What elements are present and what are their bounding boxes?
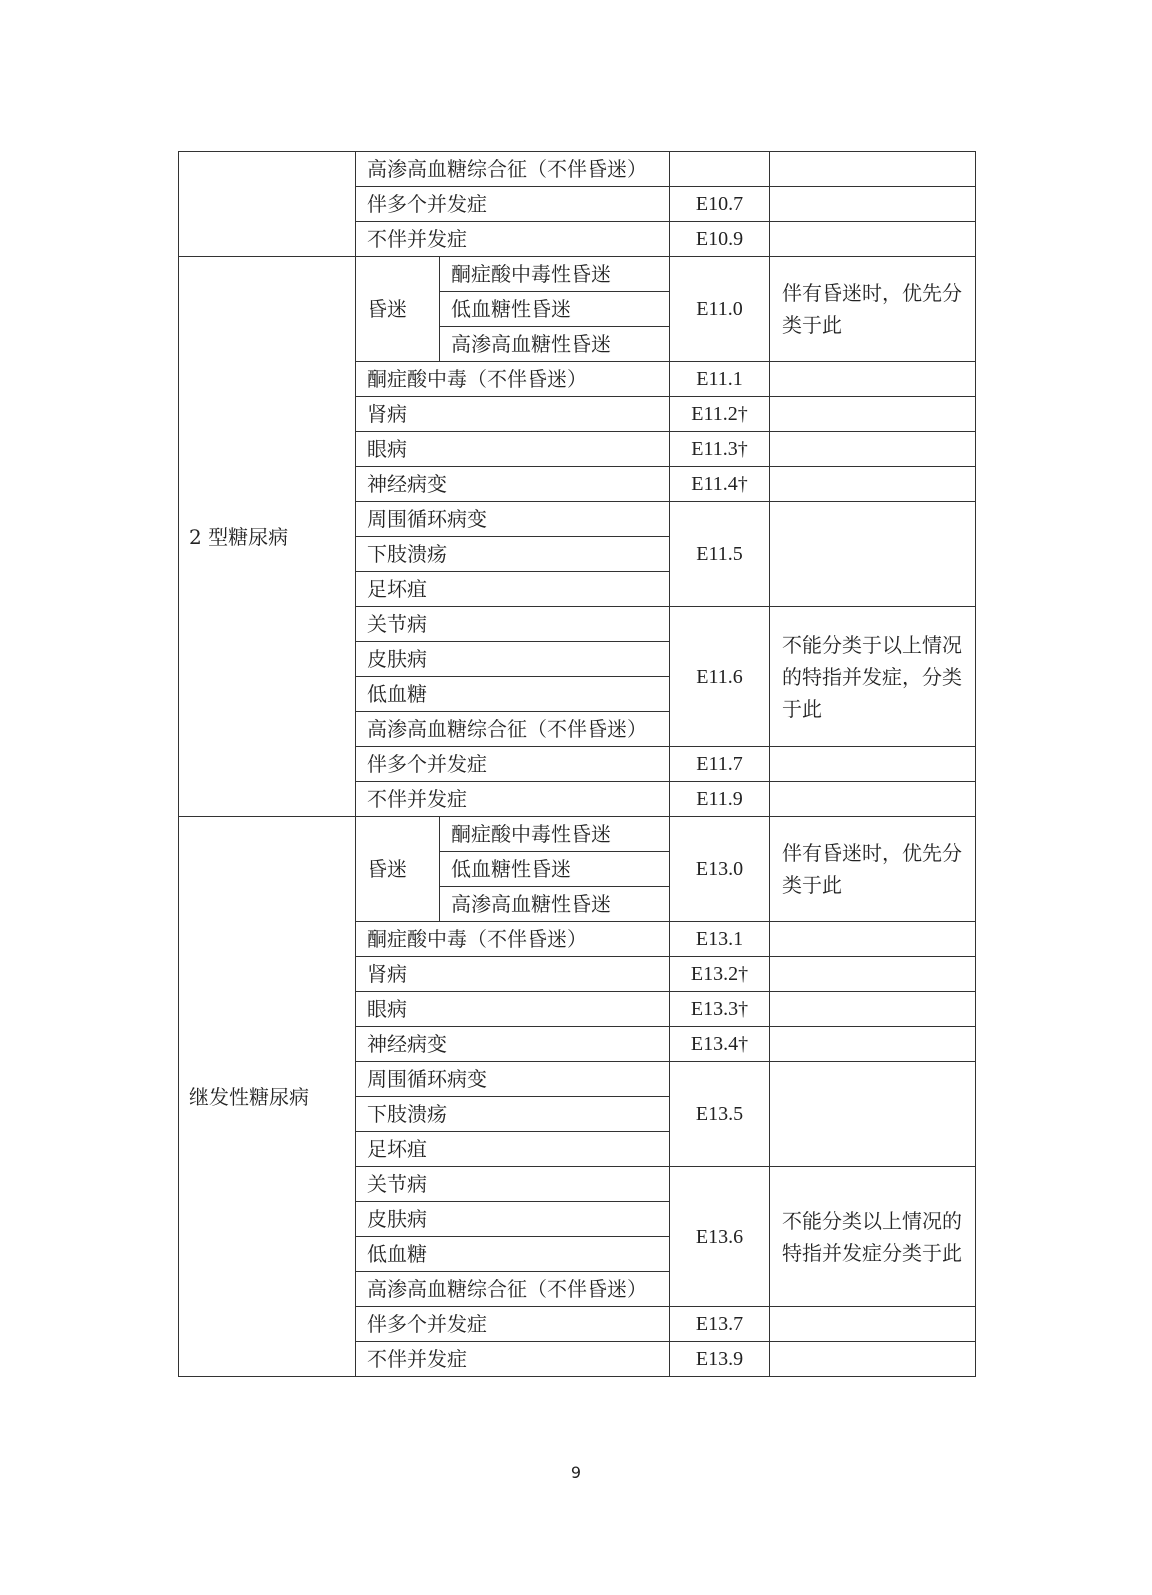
condition-cell: 皮肤病 [356,642,670,677]
code-cell: E11.1 [670,362,770,397]
note-cell [770,1027,976,1062]
code-cell: E10.9 [670,222,770,257]
condition-cell: 关节病 [356,1167,670,1202]
table-body [179,152,976,1377]
group-cell: 2 型糖尿病 [179,257,356,817]
note-cell: 不能分类于以上情况的特指并发症，分类于此 [770,607,976,747]
condition-cell: 眼病 [356,432,670,467]
condition-cell: 伴多个并发症 [356,747,670,782]
note-cell [770,992,976,1027]
group-cell: 继发性糖尿病 [179,817,356,1377]
note-cell: 不能分类以上情况的特指并发症分类于此 [770,1167,976,1307]
code-cell: E13.4† [670,1027,770,1062]
condition-cell: 低血糖 [356,1237,670,1272]
condition-cell: 高渗高血糖性昏迷 [440,327,670,362]
code-cell: E11.0 [670,257,770,362]
code-cell: E11.9 [670,782,770,817]
note-cell [770,1307,976,1342]
condition-cell: 肾病 [356,957,670,992]
note-cell [770,467,976,502]
note-cell [770,152,976,187]
classification-table [178,151,976,1377]
note-cell [770,397,976,432]
subgroup-cell: 昏迷 [356,257,440,362]
note-cell [770,362,976,397]
condition-cell: 酮症酸中毒性昏迷 [440,257,670,292]
note-cell [770,222,976,257]
code-cell: E11.6 [670,607,770,747]
condition-cell: 下肢溃疡 [356,1097,670,1132]
code-cell: E11.4† [670,467,770,502]
code-cell: E13.0 [670,817,770,922]
code-cell: E11.2† [670,397,770,432]
condition-cell: 下肢溃疡 [356,537,670,572]
subgroup-cell: 昏迷 [356,817,440,922]
note-cell [770,782,976,817]
page-number: 9 [570,1463,582,1482]
code-cell: E10.7 [670,187,770,222]
code-cell: E13.2† [670,957,770,992]
condition-cell: 不伴并发症 [356,782,670,817]
condition-cell: 伴多个并发症 [356,187,670,222]
condition-cell: 周围循环病变 [356,1062,670,1097]
condition-cell: 高渗高血糖性昏迷 [440,887,670,922]
condition-cell: 周围循环病变 [356,502,670,537]
condition-cell: 高渗高血糖综合征（不伴昏迷） [356,152,670,187]
note-cell [770,432,976,467]
condition-cell: 酮症酸中毒（不伴昏迷） [356,362,670,397]
note-cell: 伴有昏迷时，优先分类于此 [770,817,976,922]
condition-cell: 高渗高血糖综合征（不伴昏迷） [356,1272,670,1307]
group-cell [179,152,356,257]
code-cell: E13.3† [670,992,770,1027]
table-row [179,152,976,187]
condition-cell: 眼病 [356,992,670,1027]
note-cell [770,502,976,607]
condition-cell: 神经病变 [356,467,670,502]
table-row [179,817,976,852]
code-cell: E13.5 [670,1062,770,1167]
condition-cell: 不伴并发症 [356,1342,670,1377]
code-cell: E13.6 [670,1167,770,1307]
note-cell [770,1342,976,1377]
condition-cell: 低血糖性昏迷 [440,852,670,887]
condition-cell: 不伴并发症 [356,222,670,257]
code-cell [670,152,770,187]
note-cell [770,747,976,782]
condition-cell: 低血糖 [356,677,670,712]
code-cell: E13.7 [670,1307,770,1342]
note-cell [770,957,976,992]
code-cell: E11.5 [670,502,770,607]
condition-cell: 低血糖性昏迷 [440,292,670,327]
condition-cell: 酮症酸中毒性昏迷 [440,817,670,852]
condition-cell: 神经病变 [356,1027,670,1062]
code-cell: E13.1 [670,922,770,957]
code-cell: E11.3† [670,432,770,467]
table-row [179,257,976,292]
condition-cell: 关节病 [356,607,670,642]
condition-cell: 高渗高血糖综合征（不伴昏迷） [356,712,670,747]
condition-cell: 足坏疽 [356,572,670,607]
condition-cell: 足坏疽 [356,1132,670,1167]
condition-cell: 伴多个并发症 [356,1307,670,1342]
note-cell: 伴有昏迷时，优先分类于此 [770,257,976,362]
note-cell [770,922,976,957]
note-cell [770,1062,976,1167]
code-cell: E11.7 [670,747,770,782]
condition-cell: 肾病 [356,397,670,432]
code-cell: E13.9 [670,1342,770,1377]
note-cell [770,187,976,222]
condition-cell: 皮肤病 [356,1202,670,1237]
condition-cell: 酮症酸中毒（不伴昏迷） [356,922,670,957]
